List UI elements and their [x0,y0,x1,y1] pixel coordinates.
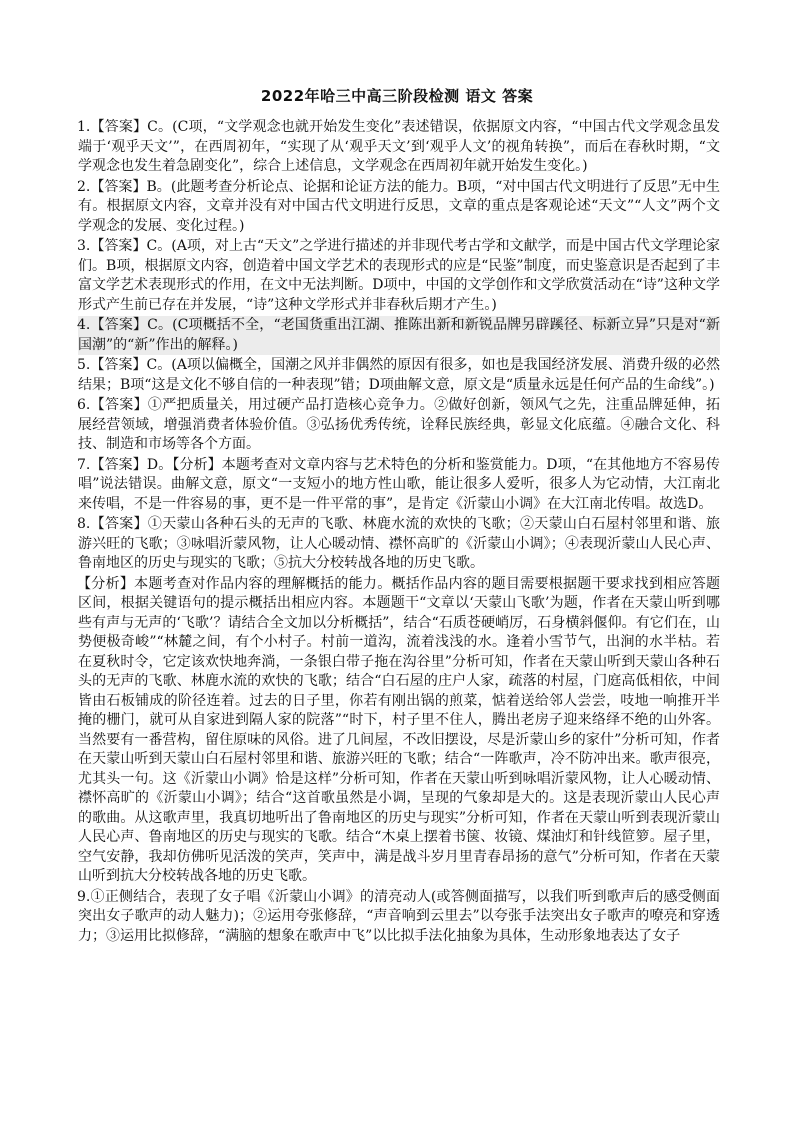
answer-item-2: 2.【答案】B。(此题考查分析论点、论据和论证方法的能力。B项，“对中国古代文明进行了反思”无中生有。根据原文内容，文章并没有对中国古代文明进行反思，文章的重点是客观论述“天文”“人文”两个文学观念的发展、变化过程。) [77,178,720,234]
answer-body [78,118,720,947]
answer-item-3: 3.【答案】C。(A项，对上古“天文”之学进行描述的并非现代考古学和文献学，而是中国古代文学理论家们。B项，根据原文内容，创造着中国文学艺术的表现形式的应是“民鉴”制度，而史鉴意识是否起到了丰富文学艺术表现形式的作用，在文中无法判断。D项中，中国的文学创作和文学欣赏活动在“诗”这种文学形式产生前已存在并发展，“诗”这种文学形式并非春秋后期才产生。) [77,238,720,313]
page-title: 2022年哈三中高三阶段检测 语文 答案 [260,87,534,105]
answer-item-8: 8.【答案】①天蒙山各种石头的无声的飞歌、林鹿水流的欢快的飞歌；②天蒙山白石屋村邻里和谐、旅游兴旺的飞歌；③咏唱沂蒙风物，让人心暖动情、襟怀高旷的《沂蒙山小调》；④表现沂蒙山人民心声、鲁南地区的历史与现实的飞歌；⑤抗大分校转战各地的历史飞歌。 [77,516,720,571]
answer-item-1: 1.【答案】C。(C项，“文学观念也就开始发生变化”表述错误，依据原文内容，“中国古代文学观念虽发端于‘观乎天文’”，在西周初年，“实现了从‘观乎天文’到‘观乎人文’的视角转换”，而后在春秋时期，“文学观念也发生着急剧变化”，综合上述信息，文学观念在西周初年就开始发生变化。) [77,119,720,174]
answer-item-6: 6.【答案】①严把质量关，用过硬产品打造核心竞争力。②做好创新，领风气之先，注重品牌延伸，拓展经营领域，增强消费者体验价值。③弘扬优秀传统，诠释民族经典，彰显文化底蕴。④融合文化、科技、制造和市场等各个方面。 [77,397,720,452]
answer-item-5: 5.【答案】C。(A项以偏概全，国潮之风并非偶然的原因有很多，如也是我国经济发展、消费升级的必然结果；B项“这是文化不够自信的一种表现”错；D项曲解文意，原文是“质量永远是任何产品的生命线”。) [77,357,720,393]
analysis-item-8: 【分析】本题考查对作品内容的理解概括的能力。概括作品内容的题目需要根据题干要求找到相应答题区间，根据关键语句的提示概括出相应内容。本题题干“文章以‘天蒙山飞歌’为题，作者在天蒙山听到哪些有声与无声的‘飞歌’？请结合全文加以分析概括”，结合“石质苍硬峭厉，石身横斜偃仰。有它们在，山势便极奇峻”“林麓之间，有个小村子。村前一道沟，流着浅浅的水。逢着小雪节气，出涧的水半枯。若在夏秋时令，它定该欢快地奔淌，一条银白带子拖在沟谷里”分析可知，作者在天蒙山听到天蒙山各种石头的无声的飞歌、林鹿水流的欢快的飞歌；结合“白石屋的庄户人家，疏落的村屋，门庭高低相依，中间皆由石板铺成的阶径连着。过去的日子里，你若有刚出锅的煎菜，惦着送给邻人尝尝，吱地一响推开半掩的栅门，就可从自家进到隔人家的院落”“时下，村子里不住人，腾出老房子迎来络绎不绝的山外客。当然要有一番营构，留住原味的风俗。进了几间屋，不改旧摆设，尽是沂蒙山乡的家什”分析可知，作者在天蒙山听到天蒙山白石屋村邻里和谐、旅游兴旺的飞歌；结合“一阵歌声，冷不防冲出来。歌声很亮，尤其头一句。这《沂蒙山小调》恰是这样”分析可知，作者在天蒙山听到咏唱沂蒙风物，让人心暖动情、襟怀高旷的《沂蒙山小调》；结合“这首歌虽然是小调，呈现的气象却是大的。这是表现沂蒙山人民心声的歌曲。从这歌声里，我真切地听出了鲁南地区的历史与现实”分析可知，作者在天蒙山听到表现沂蒙山人民心声、鲁南地区的历史与现实的飞歌。结合“木桌上摆着书箧、妆镜、煤油灯和针线笸箩。屋子里，空气安静，我却仿佛听见活泼的笑声，笑声中，满是战斗岁月里青春昂扬的意气”分析可知，作者在天蒙山听到抗大分校转战各地的历史飞歌。 [77,575,720,884]
answer-item-4: 4.【答案】C。(C项概括不全，“老国货重出江湖、推陈出新和新锐品牌另辟蹊径、标新立异”只是对“新国潮”的“新”作出的解释。) [78,316,720,355]
answer-item-7: 7.【答案】D。【分析】本题考查对文章内容与艺术特色的分析和鉴赏能力。D项，“在其他地方不容易传唱”说法错误。曲解文意，原文“一支短小的地方性山歌，能让很多人爱听，很多人为它动情，大江南北来传唱，不是一件容易的事，更不是一件平常的事”，是肯定《沂蒙山小调》在大江南北传唱。故选D。 [77,456,720,512]
answer-item-9: 9.①正侧结合，表现了女子唱《沂蒙山小调》的清亮动人(或答侧面描写，以我们听到歌声后的感受侧面突出女子歌声的动人魅力)；②运用夸张修辞，“声音响到云里去”以夸张手法突出女子歌声的嘹亮和穿透力；③运用比拟修辞，“满脑的想象在歌声中飞”以比拟手法化抽象为具体，生动形象地表达了女子 [77,888,720,944]
